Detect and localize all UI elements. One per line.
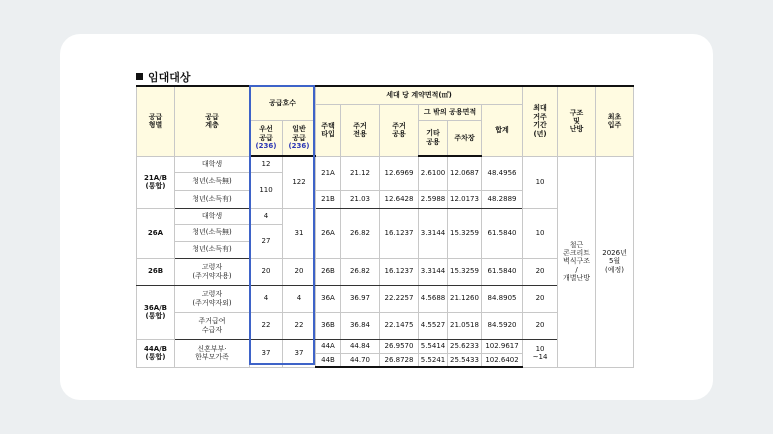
other-common-cell: 4.5527	[419, 312, 448, 339]
exclusive-cell: 44.84	[341, 339, 380, 353]
supply-class-cell: 고령자 (주거약자외)	[175, 285, 250, 312]
years-cell: 10	[523, 208, 558, 258]
priority-cell: 27	[250, 224, 283, 258]
parking-cell: 12.0173	[448, 190, 482, 208]
supply-type-cell: 36A/B (통합)	[137, 285, 175, 339]
supply-class-cell: 주거급여 수급자	[175, 312, 250, 339]
exclusive-header: 주거 전용	[341, 104, 380, 156]
total-cell: 61.5840	[482, 208, 523, 258]
parking-cell: 25.5433	[448, 353, 482, 367]
first-move-in-cell: 2026년 5월 (예정)	[596, 156, 634, 367]
supply-class-cell: 고령자 (주거약자용)	[175, 258, 250, 285]
total-cell: 102.9617	[482, 339, 523, 353]
common-cell: 26.9570	[380, 339, 419, 353]
parking-cell: 12.0687	[448, 156, 482, 190]
priority-header: 우선 공급 (236)	[250, 120, 283, 156]
common-cell: 12.6428	[380, 190, 419, 208]
square-bullet-icon	[136, 73, 143, 80]
parking-cell: 21.0518	[448, 312, 482, 339]
total-cell: 84.5920	[482, 312, 523, 339]
other-common-cell: 2.6100	[419, 156, 448, 190]
total-cell: 84.8905	[482, 285, 523, 312]
general-cell: 37	[283, 339, 316, 367]
housing-type-cell: 44A	[316, 339, 341, 353]
years-cell: 20	[523, 312, 558, 339]
first-move-in-header: 최초 입주	[596, 86, 634, 156]
supply-class-cell: 대학생	[175, 208, 250, 224]
housing-type-cell: 36B	[316, 312, 341, 339]
structure-cell: 철근 콘크리트 벽식구조 / 개별난방	[558, 156, 596, 367]
supply-class-cell: 청년(소득無)	[175, 172, 250, 190]
common-cell: 22.1475	[380, 312, 419, 339]
years-cell: 20	[523, 258, 558, 285]
parking-cell: 15.3259	[448, 208, 482, 258]
housing-type-cell: 44B	[316, 353, 341, 367]
supply-class-cell: 청년(소득有)	[175, 190, 250, 208]
other-common-cell: 5.5241	[419, 353, 448, 367]
area-header: 세대 당 계약면적(㎡)	[316, 86, 523, 104]
years-cell: 10 ~14	[523, 339, 558, 367]
parking-cell: 21.1260	[448, 285, 482, 312]
common-cell: 22.2257	[380, 285, 419, 312]
total-header: 합계	[482, 104, 523, 156]
supply-class-header: 공급 계층	[175, 86, 250, 156]
common-header: 주거 공용	[380, 104, 419, 156]
other-common-cell: 5.5414	[419, 339, 448, 353]
supply-type-cell: 21A/B (통합)	[137, 156, 175, 208]
section-title: 임대대상	[136, 69, 191, 85]
parking-header: 주차장	[448, 120, 482, 156]
housing-type-header: 주택 타입	[316, 104, 341, 156]
total-cell: 102.6402	[482, 353, 523, 367]
supply-type-cell: 44A/B (통합)	[137, 339, 175, 367]
exclusive-cell: 36.97	[341, 285, 380, 312]
priority-cell: 20	[250, 258, 283, 285]
other-common-cell: 3.3144	[419, 208, 448, 258]
priority-cell: 4	[250, 285, 283, 312]
exclusive-cell: 21.03	[341, 190, 380, 208]
table-row	[137, 156, 634, 172]
exclusive-cell: 26.82	[341, 258, 380, 285]
structure-header: 구조 및 난방	[558, 86, 596, 156]
other-common-cell: 3.3144	[419, 258, 448, 285]
general-header: 일반 공급 (236)	[283, 120, 316, 156]
priority-cell: 22	[250, 312, 283, 339]
housing-type-cell: 21A	[316, 156, 341, 190]
total-cell: 61.5840	[482, 258, 523, 285]
priority-cell: 110	[250, 172, 283, 208]
general-cell: 20	[283, 258, 316, 285]
total-cell: 48.4956	[482, 156, 523, 190]
general-cell: 4	[283, 285, 316, 312]
max-residence-header: 최대 거주 기간 (년)	[523, 86, 558, 156]
general-cell: 22	[283, 312, 316, 339]
priority-cell: 12	[250, 156, 283, 172]
other-common-sub-header: 기타 공용	[419, 120, 448, 156]
exclusive-cell: 36.84	[341, 312, 380, 339]
other-common-cell: 2.5988	[419, 190, 448, 208]
total-cell: 48.2889	[482, 190, 523, 208]
general-cell: 31	[283, 208, 316, 258]
other-common-header: 그 밖의 공용면적	[419, 104, 482, 120]
supply-type-cell: 26A	[137, 208, 175, 258]
header-row-1	[137, 86, 634, 104]
supply-class-cell: 청년(소득無)	[175, 224, 250, 241]
parking-cell: 25.6233	[448, 339, 482, 353]
exclusive-cell: 44.70	[341, 353, 380, 367]
common-cell: 26.8728	[380, 353, 419, 367]
supply-type-header: 공급 형별	[137, 86, 175, 156]
general-cell: 122	[283, 156, 316, 208]
years-cell: 10	[523, 156, 558, 208]
priority-cell: 4	[250, 208, 283, 224]
common-cell: 16.1237	[380, 208, 419, 258]
common-cell: 12.6969	[380, 156, 419, 190]
years-cell: 20	[523, 285, 558, 312]
supply-units-header: 공급호수	[250, 86, 316, 120]
exclusive-cell: 26.82	[341, 208, 380, 258]
housing-type-cell: 21B	[316, 190, 341, 208]
exclusive-cell: 21.12	[341, 156, 380, 190]
common-cell: 16.1237	[380, 258, 419, 285]
housing-type-cell: 26A	[316, 208, 341, 258]
supply-type-cell: 26B	[137, 258, 175, 285]
rental-target-table	[136, 85, 634, 368]
priority-cell: 37	[250, 339, 283, 367]
parking-cell: 15.3259	[448, 258, 482, 285]
supply-class-cell: 신혼부부· 한부모가족	[175, 339, 250, 367]
supply-class-cell: 대학생	[175, 156, 250, 172]
other-common-cell: 4.5688	[419, 285, 448, 312]
housing-type-cell: 26B	[316, 258, 341, 285]
supply-class-cell: 청년(소득有)	[175, 241, 250, 258]
housing-type-cell: 36A	[316, 285, 341, 312]
